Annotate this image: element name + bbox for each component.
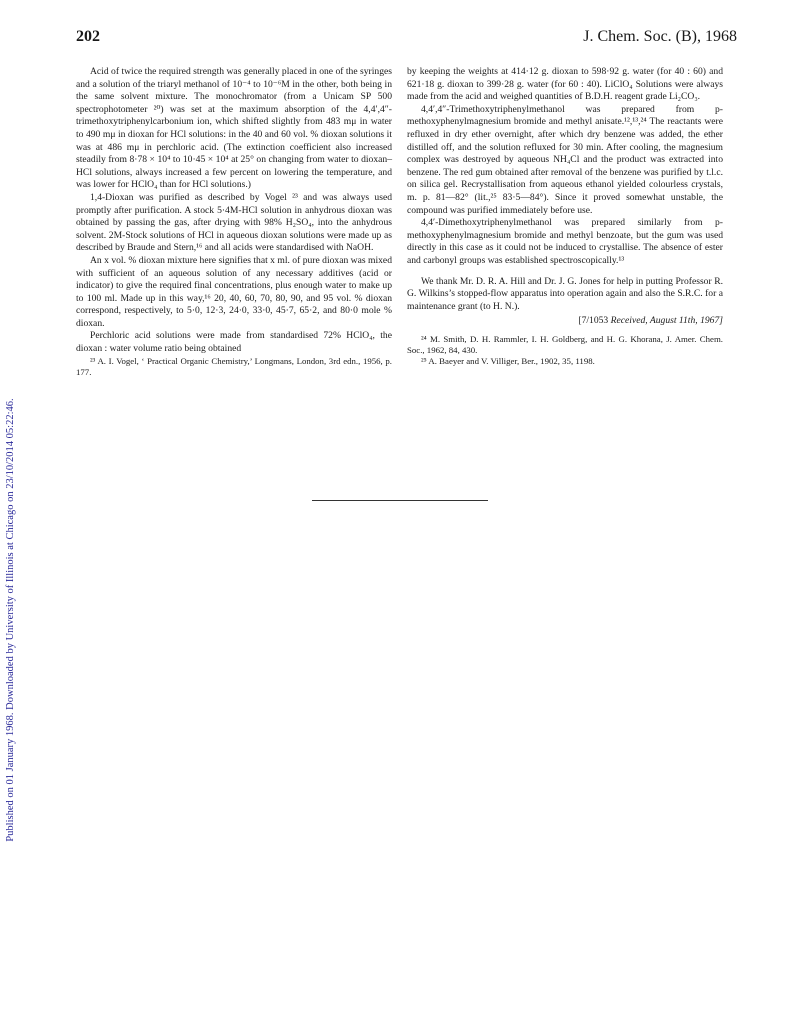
journal-title: J. Chem. Soc. (B), 1968 — [583, 28, 737, 45]
paragraph: Perchloric acid solutions were made from standardised 72% HClO₄, the dioxan : water volume ratio being obtained — [76, 330, 392, 355]
paragraph: 4,4′-Dimethoxytriphenylmethanol was prepared similarly from p-methoxyphenylmagnesium bromide and methyl benzoate, but the gum was used directly in this case as it could not be induced to crystallise. The absence of ester and carbonyl groups was established spectroscopically.¹³ — [407, 217, 723, 266]
page-number: 202 — [76, 28, 100, 45]
received-date: Received, August 11th, 1967] — [610, 315, 723, 327]
left-column — [76, 66, 392, 378]
paragraph: 4,4′,4″-Trimethoxytriphenylmethanol was prepared from p-methoxyphenylmagnesium bromide and methyl anisate.¹²,¹³,²⁴ The reactants were refluxed in dry ether overnight, after which dry benzene was added, the ether distilled off, and the solution refluxed for 30 min. After cooling, the magnesium complex was destroyed by aqueous NH₄Cl and the product was extracted into benzene. The red gum obtained after removal of the benzene was purified by t.l.c. on silica gel. Recrystallisation from aqueous ethanol yielded colourless crystals, m. p. 81—82° (lit.,²⁵ 83·5—84°). Since it proved somewhat unstable, the compound was purified immediately before use. — [407, 103, 723, 216]
acknowledgement: We thank Mr. D. R. A. Hill and Dr. J. G. Jones for help in putting Professor R. G. Wilkins’s stopped-flow apparatus into operation again and also the S.R.C. for a maintenance grant (to H. N.). — [407, 275, 723, 312]
footnote: ²³ A. I. Vogel, ‘ Practical Organic Chemistry,’ Longmans, London, 3rd edn., 1956, p. 177. — [76, 355, 392, 377]
paragraph: Acid of twice the required strength was generally placed in one of the syringes and a solution of the triaryl methanol of 10⁻⁴ to 10⁻⁶M in the other, both being in the same solvent mixture. The monochromator (from a Unicam SP 500 spectrophotometer ²⁰) was set at the maximum absorption of the 4,4′,4″-trimethoxytriphenylcarbonium ion, which shifted slightly from 483 mμ in water to 490 mμ in dioxan for HCl solutions: in the 40 and 60 vol. % dioxan solutions it was at 486 mμ in perchloric acid. (The extinction coefficient also increased steadily from 8·78 × 10⁴ to 10·45 × 10⁴ at 25° on changing from water to dioxan–HCl solutions, always increased a few percent on lowering the temperature, and was lower for HClO₄ than for HCl solutions.) — [76, 66, 392, 191]
paragraph: by keeping the weights at 414·12 g. dioxan to 598·92 g. water (for 40 : 60) and 621·18 g. dioxan to 399·28 g. water (for 60 : 40). LiClO₄ Solutions were always made from the acid and weighed quantities of B.D.H. reagent grade Li₂CO₃. — [407, 66, 723, 103]
manuscript-ref: [7/1053 — [578, 315, 609, 327]
received-line — [407, 315, 723, 328]
download-watermark-text: Published on 01 January 1968. Downloaded by University of Illinois at Chicago on 23/10/2014 05:22:46. — [5, 398, 16, 842]
footnote: ²⁴ M. Smith, D. H. Rammler, I. H. Goldberg, and H. G. Khorana, J. Amer. Chem. Soc., 1962, 84, 430. — [407, 333, 723, 355]
paragraph: An x vol. % dioxan mixture here signifies that x ml. of pure dioxan was mixed with sufficient of an aqueous solution of any necessary additives (acid or indicator) to give the required final concentrations, plus enough water to make up to 100 ml. Made up in this way,¹⁶ 20, 40, 60, 70, 80, 90, and 95 vol. % dioxan correspond, respectively, to 5·0, 12·3, 24·0, 33·0, 45·7, 65·2, and 80·0 mole % dioxan. — [76, 254, 392, 329]
footnote: ²⁵ A. Baeyer and V. Villiger, Ber., 1902, 35, 1198. — [421, 355, 595, 366]
end-of-article-rule — [312, 500, 488, 501]
paragraph: 1,4-Dioxan was purified as described by Vogel ²³ and was always used promptly after purification. A stock 5·4M-HCl solution in anhydrous dioxan was obtained by passing the gas, after drying with 98% H₂SO₄, into the anhydrous solvent. 2M-Stock solutions of HCl in aqueous dioxan solutions were made up as described by Braude and Stern,¹⁶ and all acids were standardised with NaOH. — [76, 191, 392, 254]
right-column — [407, 66, 723, 367]
